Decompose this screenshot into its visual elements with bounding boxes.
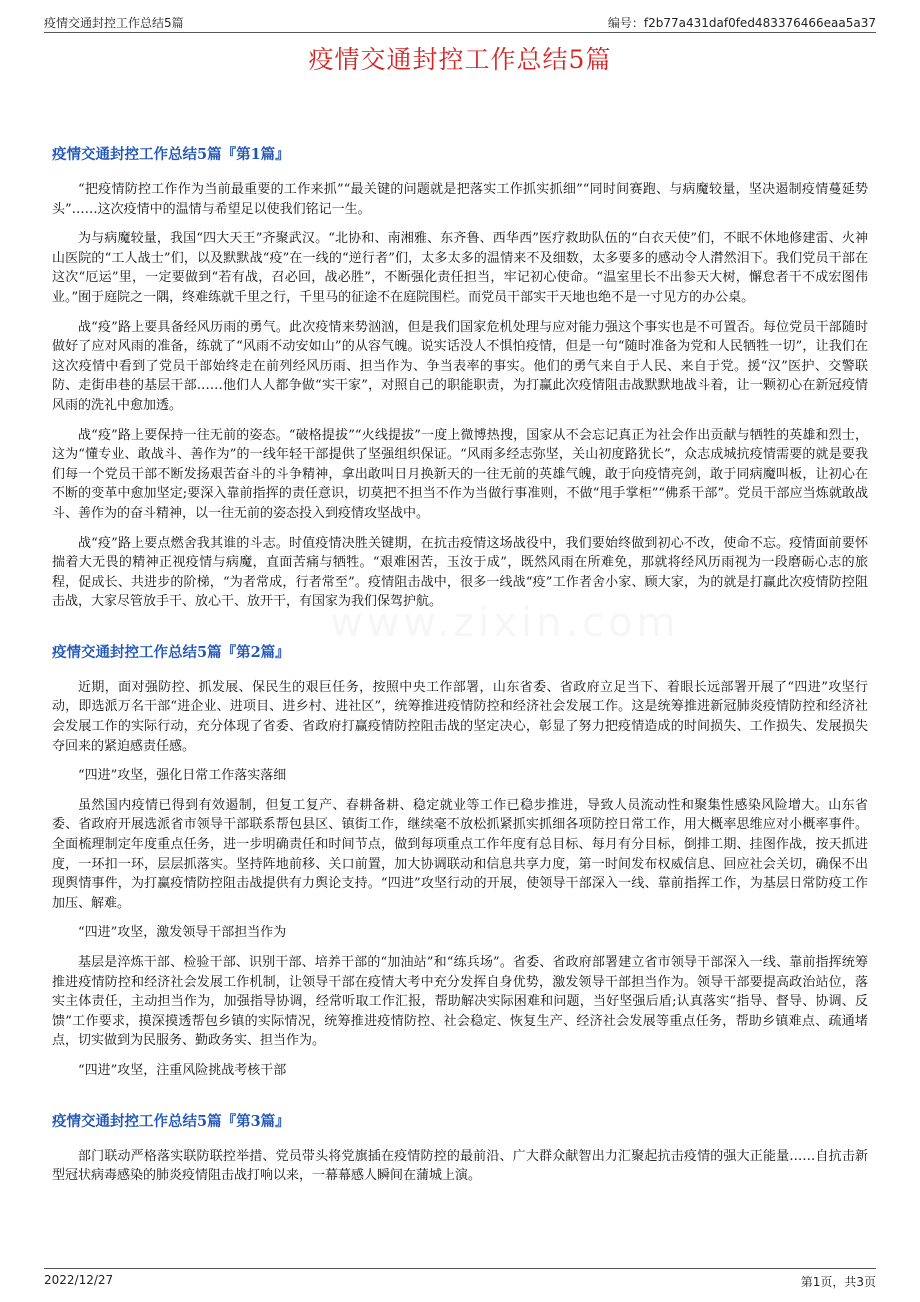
header-doc-name: 疫情交通封控工作总结5篇 xyxy=(44,16,184,30)
page-footer xyxy=(44,1268,876,1291)
subheading-paragraph: “四进”攻坚，激发领导干部担当作为 xyxy=(78,925,287,941)
paragraph: 战“疫”路上要保持一往无前的姿态。“破格提拔”“火线提拔”一度上微博热搜，国家从不会忘记真正为社会作出贡献与牺牲的英雄和烈士，这为“懂专业、敢战斗、善作为”的一线年轻干部提供了坚强组织保证。“风雨多经志弥坚，关山初度路犹长”，众志成城抗疫情需要的就是要我们每一个党员干部不断发扬艰苦奋斗的斗争精神，拿出敢叫日月换新天的一往无前的英雄气魄，敢于向疫情亮剑，敢于同病魔叫板，让初心在不断的变革中愈加坚定;要深入靠前指挥的责任意识，切莫把不担当不作为当做行事准则，不做“甩手掌柜”“佛系干部”。党员干部应当炼就敢战斗、善作为的奋斗精神，以一往无前的姿态投入到疫情攻坚战中。 xyxy=(52,427,868,521)
subheading-paragraph: “四进”攻坚，注重风险挑战考核干部 xyxy=(78,1062,287,1078)
paragraph: 虽然国内疫情已得到有效遏制，但复工复产、春耕备耕、稳定就业等工作已稳步推进，导致人员流动性和聚集性感染风险增大。山东省委、省政府开展选派省市领导干部联系帮包县区、镇街工作，继续毫不放松抓紧抓实抓细各项防控日常工作，用大概率思维应对小概率事件。全面梳理制定年度重点任务，进一步明确责任和时间节点，做到每项重点工作年度有总目标、每月有分目标，倒排工期、挂图作战，按天抓进度，一环扣一环，层层抓落实。坚持阵地前移、关口前置，加大协调联动和信息共享力度，第一时间发布权威信息、回应社会关切，确保不出现舆情事件，为打赢疫情防控阻击战提供有力舆论支持。“四进”攻坚行动的开展，使领导干部深入一线、靠前指挥工作，为基层日常防疫工作加压、解难。 xyxy=(52,797,868,911)
paragraph: 为与病魔较量，我国“四大天王”齐聚武汉。“北协和、南湘雅、东齐鲁、西华西”医疗救助队伍的“白衣天使”们，不眠不休地修建雷、火神山医院的“工人战士”们，以及默默战“疫”在一线的“逆行者”们，太多太多的温情来不及细数，太多要多的感动令人潸然泪下。我们党员干部在这次“厄运”里，一定要做到“若有战，召必回，战必胜”，不断强化责任担当，牢记初心使命。“温室里长不出参天大树，懈怠者干不成宏图伟业。”囿于庭院之一隅，终难练就千里之行，千里马的征途不在庭院围栏。而党员干部实干天地也绝不是一寸见方的办公桌。 xyxy=(52,231,868,305)
paragraph: 基层是淬炼干部、检验干部、识别干部、培养干部的“加油站”和“练兵场”。省委、省政府部署建立省市领导干部深入一线、靠前指挥统筹推进疫情防控和经济社会发展工作机制，让领导干部在疫情大考中充分发挥自身优势，激发领导干部担当作为。领导干部要提高政治站位，落实主体责任，主动担当作为，加强指导协调，经常听取工作汇报，帮助解决实际困难和问题，当好坚强后盾;认真落实“指导、督导、协调、反馈”工作要求，摸深摸透帮包乡镇的实际情况，统筹推进疫情防控、社会稳定、恢复生产、经济社会发展等重点任务，帮助乡镇难点、疏通堵点，切实做到为民服务、勤政务实、担当作为。 xyxy=(52,955,868,1049)
page-header xyxy=(44,10,876,33)
paragraph: 近期，面对强防控、抓发展、保民生的艰巨任务，按照中央工作部署，山东省委、省政府立足当下、着眼长远部署开展了“四进”攻坚行动，即选派万名干部“进企业、进项目、进乡村、进社区”，统筹推进疫情防控和经济社会发展工作。这是统筹推进新冠肺炎疫情防控和经济社会发展工作的实际行动，充分体现了省委、省政府打赢疫情防控阻击战的坚定决心，彰显了努力把疫情造成的时间损失、工作损失、发展损失夺回来的紧迫感责任感。 xyxy=(52,679,868,754)
document-title: 疫情交通封控工作总结5篇 xyxy=(308,45,612,74)
header-doc-number: 编号：f2b77a431daf0fed483376466eaa5a37 xyxy=(607,16,876,30)
paragraph: “把疫情防控工作作为当前最重要的工作来抓”“最关键的问题就是把落实工作抓实抓细”“同时间赛跑、与病魔较量，坚决遏制疫情蔓延势头”……这次疫情中的温情与希望足以使我们铭记一生。 xyxy=(52,182,868,217)
paragraph: 战“疫”路上要具备经风历雨的勇气。此次疫情来势汹汹，但是我们国家危机处理与应对能力强这个事实也是不可置否。每位党员干部随时做好了应对风雨的准备，练就了“风雨不动安如山”的从容气魄。说实话没人不惧怕疫情，但是一句“随时准备为党和人民牺牲一切”，让我们在这次疫情中看到了党员干部始终走在前列经风历雨、担当作为、争当表率的事实。他们的勇气来自于人民、来自于党。援“汉”医护、交警联防、走街串巷的基层干部……他们人人都争做“实干家”，对照自己的职能职责，为打赢此次疫情阻击战默默地战斗着，让一颗初心在新冠疫情风雨的洗礼中愈加透。 xyxy=(52,319,868,413)
section-heading-3: 疫情交通封控工作总结5篇『第3篇』 xyxy=(52,1112,290,1130)
section-heading-2: 疫情交通封控工作总结5篇『第2篇』 xyxy=(52,643,290,661)
section-heading-1: 疫情交通封控工作总结5篇『第1篇』 xyxy=(52,146,290,163)
paragraph: 部门联动严格落实联防联控举措、党员带头将党旗插在疫情防控的最前沿、广大群众献智出力汇聚起抗击疫情的强大正能量……自抗击新型冠状病毒感染的肺炎疫情阻击战打响以来，一幕幕感人瞬间在蒲城上演。 xyxy=(52,1148,868,1184)
subheading-paragraph: “四进”攻坚，强化日常工作落实落细 xyxy=(78,768,287,784)
footer-date: 2022/12/27 xyxy=(44,1273,114,1287)
document-body xyxy=(52,144,868,1186)
paragraph: 战“疫”路上要点燃舍我其谁的斗志。时值疫情决胜关键期，在抗击疫情这场战役中，我们要始终做到初心不改，使命不忘。疫情面前要怀揣着大无畏的精神正视疫情与病魔，直面苦痛与牺牲。“艰难困苦，玉汝于成”，既然风雨在所难免，那就将经风历雨视为一段磨砺心志的旅程，促成长、共进步的阶梯，“为者常成，行者常至”。疫情阻击战中，很多一线战“疫”工作者舍小家、顾大家，为的就是打赢此次疫情防控阻击战，大家尽管放手干、放心干、放开干，有国家为我们保驾护航。 xyxy=(52,535,868,610)
footer-page-info: 第1页，共3页 xyxy=(800,1275,876,1289)
